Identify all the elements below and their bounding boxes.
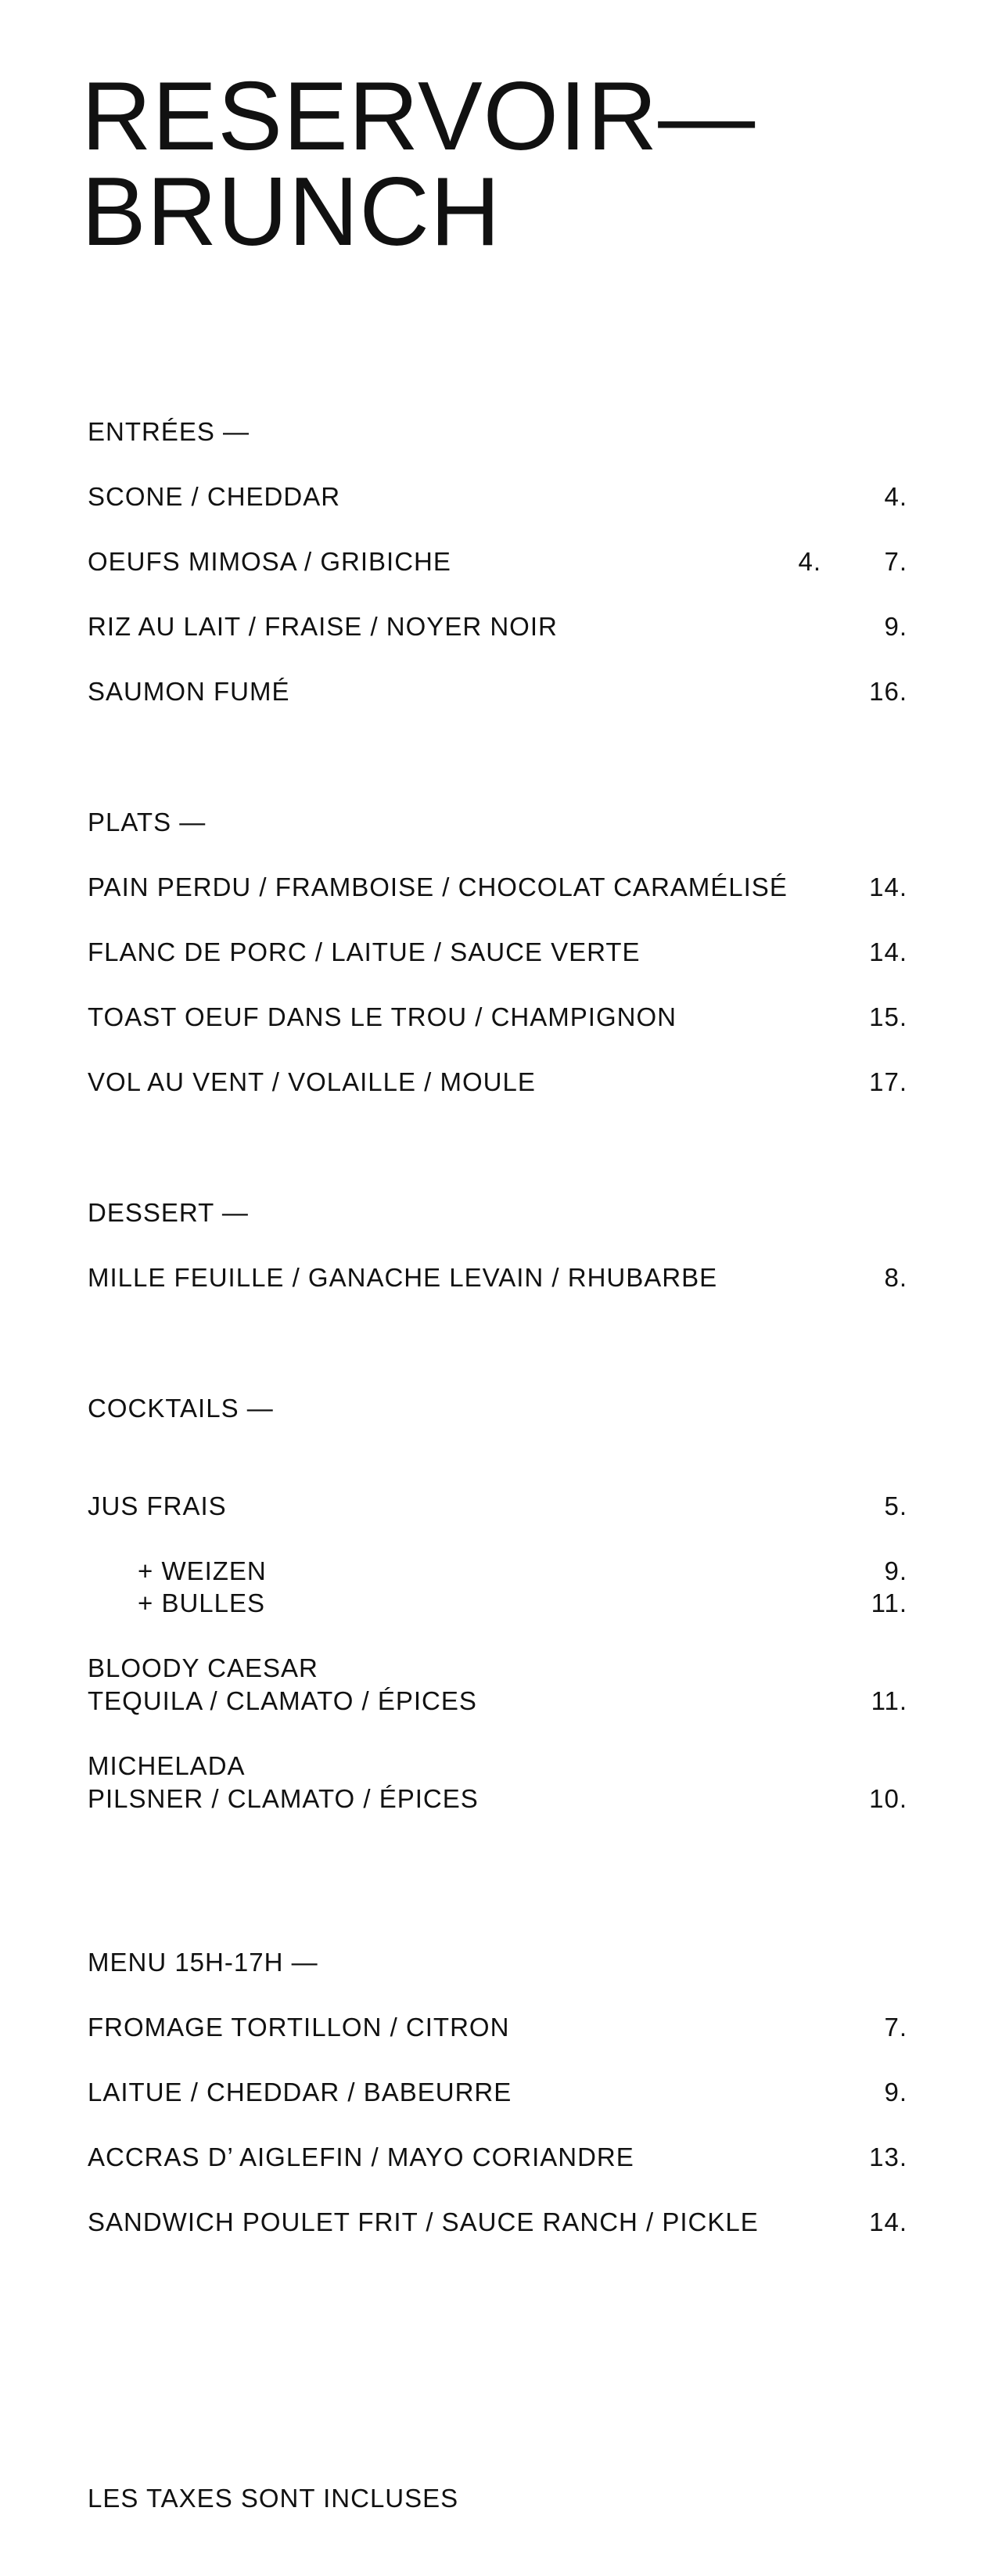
menu-item-price: 4. [884, 482, 907, 511]
section-heading-menu-15h-17h: MENU 15H-17H — [88, 1948, 318, 1977]
menu-item-name: TOAST OEUF DANS LE TROU / CHAMPIGNON [88, 1002, 677, 1031]
section-heading-dessert: DESSERT — [88, 1198, 249, 1227]
menu-item-price: 14. [869, 937, 907, 966]
menu-item-price-half: 4. [798, 547, 821, 576]
addon-price: 9. [884, 1556, 907, 1585]
menu-item-price: 16. [869, 677, 907, 706]
menu-item-price: 7. [884, 2013, 907, 2042]
menu-item-price: 9. [884, 2078, 907, 2106]
menu-item-name: SANDWICH POULET FRIT / SAUCE RANCH / PICKLE [88, 2207, 759, 2236]
taxes-note: LES TAXES SONT INCLUSES [88, 2484, 459, 2513]
menu-item-price: 13. [869, 2142, 907, 2171]
menu-item-price: 11. [871, 1686, 907, 1715]
title-line-2: BRUNCH [81, 158, 501, 266]
menu-item-name: OEUFS MIMOSA / GRIBICHE [88, 547, 451, 576]
menu-item-description: TEQUILA / CLAMATO / ÉPICES [88, 1686, 477, 1715]
page-title [81, 63, 756, 266]
menu-item-price: 7. [884, 547, 907, 576]
menu-item-price: 10. [869, 1784, 907, 1813]
section-heading-plats: PLATS — [88, 808, 207, 836]
menu-item-price: 17. [869, 1067, 907, 1096]
menu-item-name: FLANC DE PORC / LAITUE / SAUCE VERTE [88, 937, 641, 966]
menu-item-name: JUS FRAIS [88, 1491, 227, 1520]
menu-item-name: RIZ AU LAIT / FRAISE / NOYER NOIR [88, 612, 558, 641]
menu-item-price: 9. [884, 612, 907, 641]
menu-item-price: 14. [869, 2207, 907, 2236]
menu-item-price: 5. [884, 1491, 907, 1520]
menu-item-name: BLOODY CAESAR [88, 1653, 318, 1682]
menu-item-name: VOL AU VENT / VOLAILLE / MOULE [88, 1067, 536, 1096]
addon-name: + BULLES [138, 1588, 266, 1617]
menu-item-description: PILSNER / CLAMATO / ÉPICES [88, 1784, 479, 1813]
menu-item-name: MILLE FEUILLE / GANACHE LEVAIN / RHUBARBE [88, 1263, 718, 1292]
menu-item-price: 15. [869, 1002, 907, 1031]
menu-item-name: LAITUE / CHEDDAR / BABEURRE [88, 2078, 512, 2106]
menu-item-price: 8. [884, 1263, 907, 1292]
menu-item-price: 14. [869, 872, 907, 901]
menu-item-name: SAUMON FUMÉ [88, 677, 290, 706]
menu-item-name: PAIN PERDU / FRAMBOISE / CHOCOLAT CARAMÉLISÉ [88, 872, 788, 901]
title-line-1: RESERVOIR— [81, 63, 756, 171]
addon-price: 11. [871, 1588, 907, 1617]
menu-item-name: FROMAGE TORTILLON / CITRON [88, 2013, 510, 2042]
menu-item-name: SCONE / CHEDDAR [88, 482, 341, 511]
addon-name: + WEIZEN [138, 1556, 267, 1585]
menu-item-name: ACCRAS D’ AIGLEFIN / MAYO CORIANDRE [88, 2142, 634, 2171]
section-heading-entrees: ENTRÉES — [88, 417, 250, 446]
section-heading-cocktails: COCKTAILS — [88, 1394, 274, 1423]
menu-item-name: MICHELADA [88, 1751, 246, 1780]
